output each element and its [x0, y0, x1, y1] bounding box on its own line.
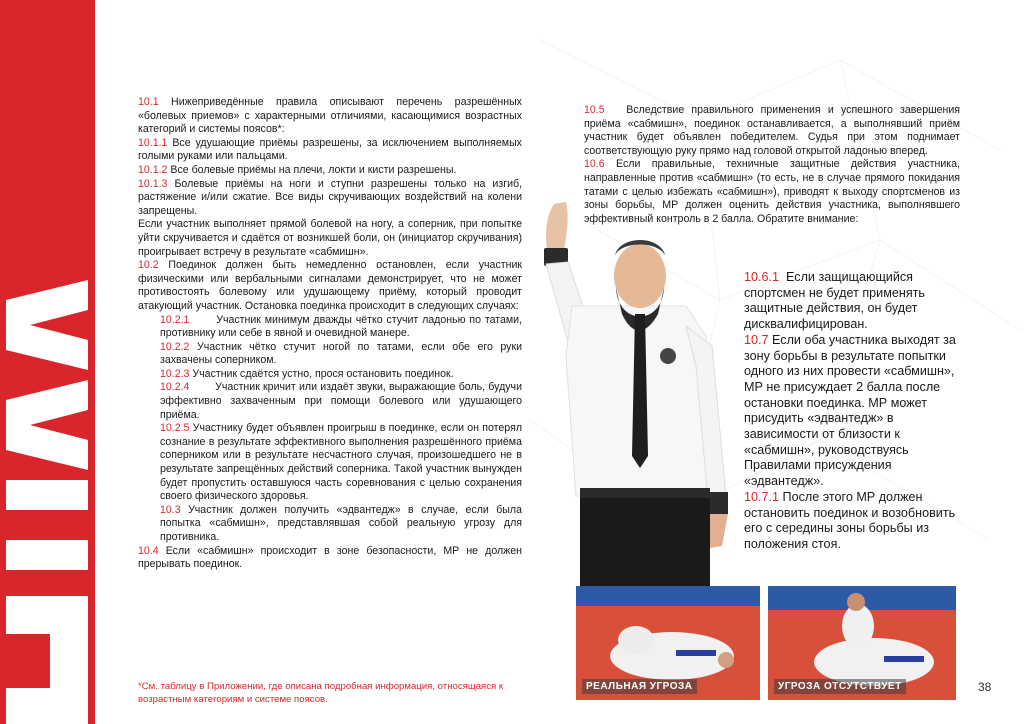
rule-10-1-1: 10.1.1 Все удушающие приёмы разрешены, за исключением выполняемых голыми руками или пальцами.	[138, 136, 522, 163]
rule-10-6: 10.6 Если правильные, техничные защитные действия участника, направленные против «сабмишн» (то есть, не в случае прямого покидания татами с целью избежать «сабмишн»), приводят к выходу спортсменов из зоны борьбы, МР должен оценить действия участника, выполнявшего эффективный контроль в 2 балла. Обратите внимание:	[584, 158, 960, 225]
rule-10-1: 10.1 Нижеприведённые правила описывают перечень разрешённых «болевых приемов» с характерными отличиями, касающимися возрастных категорий и системы поясов*:	[138, 96, 522, 136]
rule-note: Если участник выполняет прямой болевой на ногу, а соперник, при попытке уйти скручивается и сдаётся от возникшей боли, он (инициатор скручивания) проигрывает встречу в результате «сабмишн».	[138, 218, 522, 258]
rule-10-2: 10.2 Поединок должен быть немедленно остановлен, если участник физическими или вербальными сигналами демонстрирует, что не может противостоять болевому или удушающему приёму, который проводит атакующий участник. Остановка поединка происходит в следующих случаях:	[138, 259, 522, 312]
rules-left-column	[138, 96, 522, 572]
rule-10-1-2: 10.1.2 Все болевые приёмы на плечи, локти и кисти разрешены.	[138, 163, 457, 176]
footnote: *См. таблицу в Приложении, где описана подробная информация, относящаяся к возрастным категориям и системе поясов.	[138, 681, 504, 705]
photo-real-threat	[576, 586, 760, 700]
rule-10-7: 10.7 Если оба участника выходят за зону борьбы в результате попытки одного из них провести «сабмишн», МР не присуждает 2 балла после остановки поединка. МР может присудить «эдвантедж» в зависимости от близости к «сабмишн», руководствуясь Правилами присуждения «эдвантедж».	[744, 332, 956, 489]
rule-10-2-3: 10.2.3 Участник сдаётся устно, прося остановить поединок.	[160, 367, 454, 380]
rule-10-2-2: 10.2.2 Участник чётко стучит ногой по татами, если обе его руки захвачены соперником.	[160, 340, 522, 367]
rule-10-5: 10.5 Вследствие правильного применения и успешного завершения приёма «сабмишн», поединок останавливается, а выполнявший приём участник будет объявлен победителем. Судья при этом поднимает соответствующую руку прямо над головой открытой ладонью вперед.	[584, 104, 960, 157]
page-number: 38	[978, 680, 992, 694]
rule-10-1-3: 10.1.3 Болевые приёмы на ноги и ступни разрешены только на изгиб, растяжение и/или сжатие. Все виды скручивающих воздействий на колени запрещены.	[138, 177, 522, 217]
rule-10-2-5: 10.2.5 Участнику будет объявлен проигрыш в поединке, если он потерял сознание в результате эффективного выполнения разрешённого приёма соперником или в результате несчастного случая, произошедшего не в результате запрещённых действий соперника. Такой участник вынужден будет пропустить оставшуюся часть соревнования с целью сохранения своего физического здоровья.	[160, 422, 523, 503]
photo-label-no-threat: УГРОЗА ОТСУТСТВУЕТ	[774, 679, 906, 694]
rule-10-2-1: 10.2.1 Участник минимум дважды чётко стучит ладонью по татами, противнику или себе в явной и очевидной манере.	[160, 313, 522, 340]
rule-10-2-4: 10.2.4 Участник кричит или издаёт звуки, выражающие боль, будучи эффективно захваченным при помощи болевого или удушающего приёма.	[160, 381, 522, 421]
photo-no-threat	[768, 586, 956, 700]
rule-10-7-1: 10.7.1 После этого МР должен остановить поединок и возобновить его с середины зоны борьбы из положения стоя.	[744, 489, 956, 551]
rule-10-3: 10.3 Участник должен получить «эдвантедж» в случае, если была попытка «сабмишн», представлявшая собой реальную угрозу для противника.	[160, 503, 522, 543]
rules-right-column	[744, 270, 959, 553]
uww-logo-letters	[0, 0, 95, 724]
referee-illustration	[536, 196, 740, 586]
photo-label-real-threat: РЕАЛЬНАЯ УГРОЗА	[582, 679, 697, 694]
rule-10-6-1: 10.6.1 Если защищающийся спортсмен не будет применять защитные действия, он будет дисквалифицирован.	[744, 270, 925, 332]
side-brand-band	[0, 0, 95, 724]
rule-10-4: 10.4 Если «сабмишн» происходит в зоне безопасности, МР не должен прерывать поединок.	[138, 544, 522, 571]
